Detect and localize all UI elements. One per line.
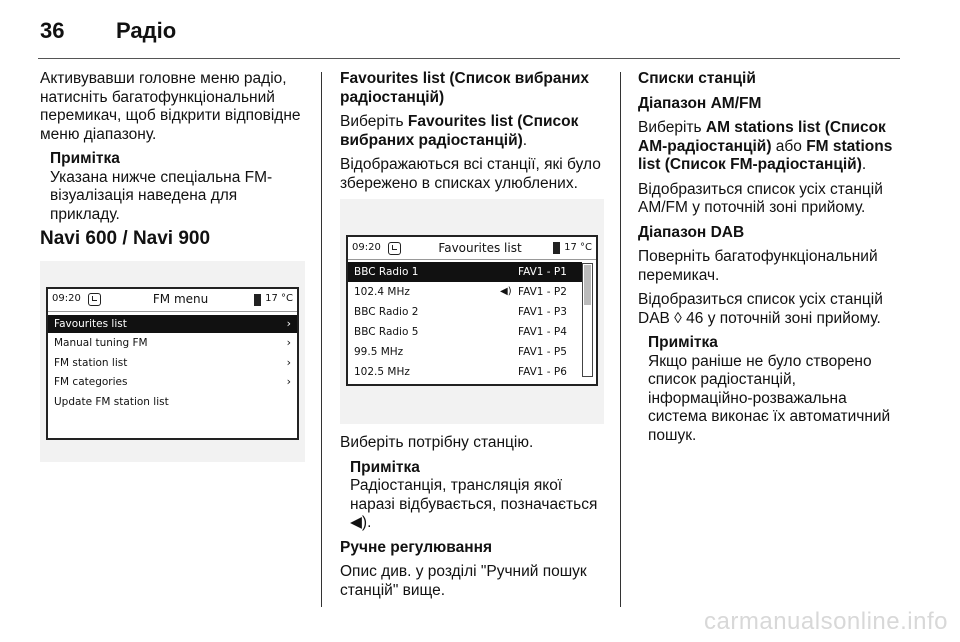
favourite-row[interactable] bbox=[348, 322, 582, 342]
chevron-right-icon: › bbox=[286, 336, 291, 349]
select-favourites-term: Favourites list (Список вибраних радіостанцій) bbox=[340, 113, 579, 149]
chevron-right-icon: › bbox=[286, 355, 291, 369]
favourites-list bbox=[348, 260, 596, 384]
watermark: carmanualsonline.info bbox=[704, 608, 948, 635]
menu-item-update-list[interactable] bbox=[48, 393, 297, 413]
dab-turn-text: Поверніть багатофункціональний перемикач. bbox=[638, 248, 878, 284]
am-list-term: AM stations list (Список AM-радіостанцій) bbox=[638, 119, 886, 155]
header-rule bbox=[38, 58, 900, 59]
select-prefix: Виберіть bbox=[638, 119, 706, 136]
amfm-heading: Діапазон AM/FM bbox=[638, 94, 762, 112]
choose-station-text: Виберіть потрібну станцію. bbox=[340, 434, 534, 451]
favourite-row[interactable] bbox=[348, 362, 582, 382]
note-title: Примітка bbox=[648, 334, 718, 351]
column-divider bbox=[620, 72, 621, 607]
favourites-description: Відображаються всі станції, які було збережено в списках улюблених. bbox=[340, 156, 601, 192]
note-text: Якщо раніше не було створено список радіостанцій, інформаційно-розважальна система виконає їх автоматичний пошук. bbox=[648, 352, 891, 444]
favourites-screenshot bbox=[340, 199, 604, 424]
clock-icon bbox=[88, 293, 101, 306]
fm-menu-screen bbox=[46, 287, 299, 441]
select-prefix: Виберіть bbox=[340, 113, 408, 130]
note-text: Указана нижче спеціальна FM-візуалізація наведена для прикладу. bbox=[50, 168, 273, 223]
amfm-description: Відобразиться список усіх станцій AM/FM у поточній зоні прийому. bbox=[638, 180, 883, 216]
chevron-right-icon: › bbox=[286, 316, 291, 330]
station-lists-heading: Списки станцій bbox=[638, 70, 756, 87]
note-box bbox=[648, 334, 903, 445]
station-name: BBC Radio 2 bbox=[354, 305, 419, 318]
favourite-slot: FAV1 - P4 bbox=[518, 325, 567, 338]
column-divider bbox=[321, 72, 322, 607]
select-connector: або bbox=[771, 137, 807, 155]
note-box bbox=[50, 150, 305, 224]
screen-temperature: 17 °C bbox=[564, 241, 592, 253]
column-3 bbox=[638, 70, 903, 451]
select-suffix: . bbox=[861, 156, 867, 173]
screen-temperature: 17 °C bbox=[265, 293, 293, 305]
clock-icon bbox=[388, 242, 401, 255]
screen-status-bar bbox=[348, 237, 596, 260]
chevron-right-icon: › bbox=[286, 375, 291, 388]
screen-time: 09:20 bbox=[52, 293, 81, 305]
screen-status-bar bbox=[48, 289, 297, 312]
select-favourites-paragraph bbox=[340, 113, 605, 150]
intro-paragraph: Активувавши головне меню радіо, натисніть багатофункціональний перемикач, щоб відкрити відповідне меню діапазону. bbox=[40, 70, 301, 143]
favourite-row[interactable] bbox=[348, 262, 582, 282]
screen-time: 09:20 bbox=[352, 241, 381, 253]
scrollbar-thumb[interactable] bbox=[584, 265, 591, 305]
dab-description: Відобразиться список усіх станцій DAB ◊ 46 у поточній зоні прийому. bbox=[638, 291, 883, 327]
favourite-slot: FAV1 - P6 bbox=[518, 365, 567, 378]
select-amfm-paragraph bbox=[638, 119, 903, 175]
screen-title: Favourites list bbox=[438, 240, 522, 255]
note-title: Примітка bbox=[50, 150, 120, 167]
station-name: 102.4 MHz bbox=[354, 285, 410, 298]
note-text: Радіостанція, трансляція якої наразі відбувається, позначається ◀). bbox=[350, 477, 598, 531]
menu-list bbox=[48, 312, 297, 439]
menu-item-label: FM categories bbox=[54, 376, 128, 388]
menu-item-manual-tuning[interactable] bbox=[48, 334, 297, 354]
favourite-slot: FAV1 - P1 bbox=[518, 265, 567, 278]
favourite-row[interactable] bbox=[348, 282, 582, 302]
menu-item-label: Update FM station list bbox=[54, 395, 169, 408]
section-heading: Navi 600 / Navi 900 bbox=[40, 228, 211, 249]
favourite-slot: FAV1 - P5 bbox=[518, 345, 567, 358]
note-title: Примітка bbox=[350, 458, 420, 476]
favourite-slot: FAV1 - P3 bbox=[518, 305, 567, 318]
fm-menu-screenshot bbox=[40, 261, 305, 463]
phone-icon bbox=[553, 242, 560, 254]
menu-item-categories[interactable] bbox=[48, 373, 297, 393]
column-1 bbox=[40, 70, 305, 462]
page-number: 36 bbox=[40, 18, 65, 43]
manual-tuning-text: Опис див. у розділі "Ручний пошук станцій" вище. bbox=[340, 563, 587, 599]
phone-icon bbox=[254, 294, 261, 306]
station-name: BBC Radio 1 bbox=[354, 265, 419, 278]
station-name: 102.5 MHz bbox=[354, 365, 410, 378]
menu-item-label: FM station list bbox=[54, 356, 128, 369]
menu-item-station-list[interactable] bbox=[48, 354, 297, 374]
favourite-row[interactable] bbox=[348, 342, 582, 362]
menu-item-favourites[interactable] bbox=[48, 315, 297, 335]
column-2 bbox=[340, 70, 605, 606]
station-name: BBC Radio 5 bbox=[354, 325, 419, 338]
favourite-slot: FAV1 - P2 bbox=[518, 285, 567, 298]
dab-heading: Діапазон DAB bbox=[638, 223, 745, 241]
select-suffix: . bbox=[522, 131, 528, 149]
station-name: 99.5 MHz bbox=[354, 345, 404, 358]
menu-item-label: Manual tuning FM bbox=[54, 337, 148, 349]
favourite-row[interactable] bbox=[348, 302, 582, 322]
screen-title: FM menu bbox=[152, 292, 209, 307]
favourites-heading: Favourites list (Список вибраних радіостанцій) bbox=[340, 70, 590, 106]
menu-item-label: Favourites list bbox=[54, 317, 127, 330]
fm-list-term: FM stations list (Список FM-радіостанцій) bbox=[638, 137, 893, 173]
page-title: Радіо bbox=[116, 18, 177, 43]
speaker-icon: ◀) bbox=[500, 285, 512, 297]
note-box bbox=[350, 459, 605, 533]
list-scrollbar[interactable] bbox=[582, 263, 593, 377]
manual-tuning-heading: Ручне регулювання bbox=[340, 538, 493, 556]
favourites-screen bbox=[346, 235, 598, 386]
